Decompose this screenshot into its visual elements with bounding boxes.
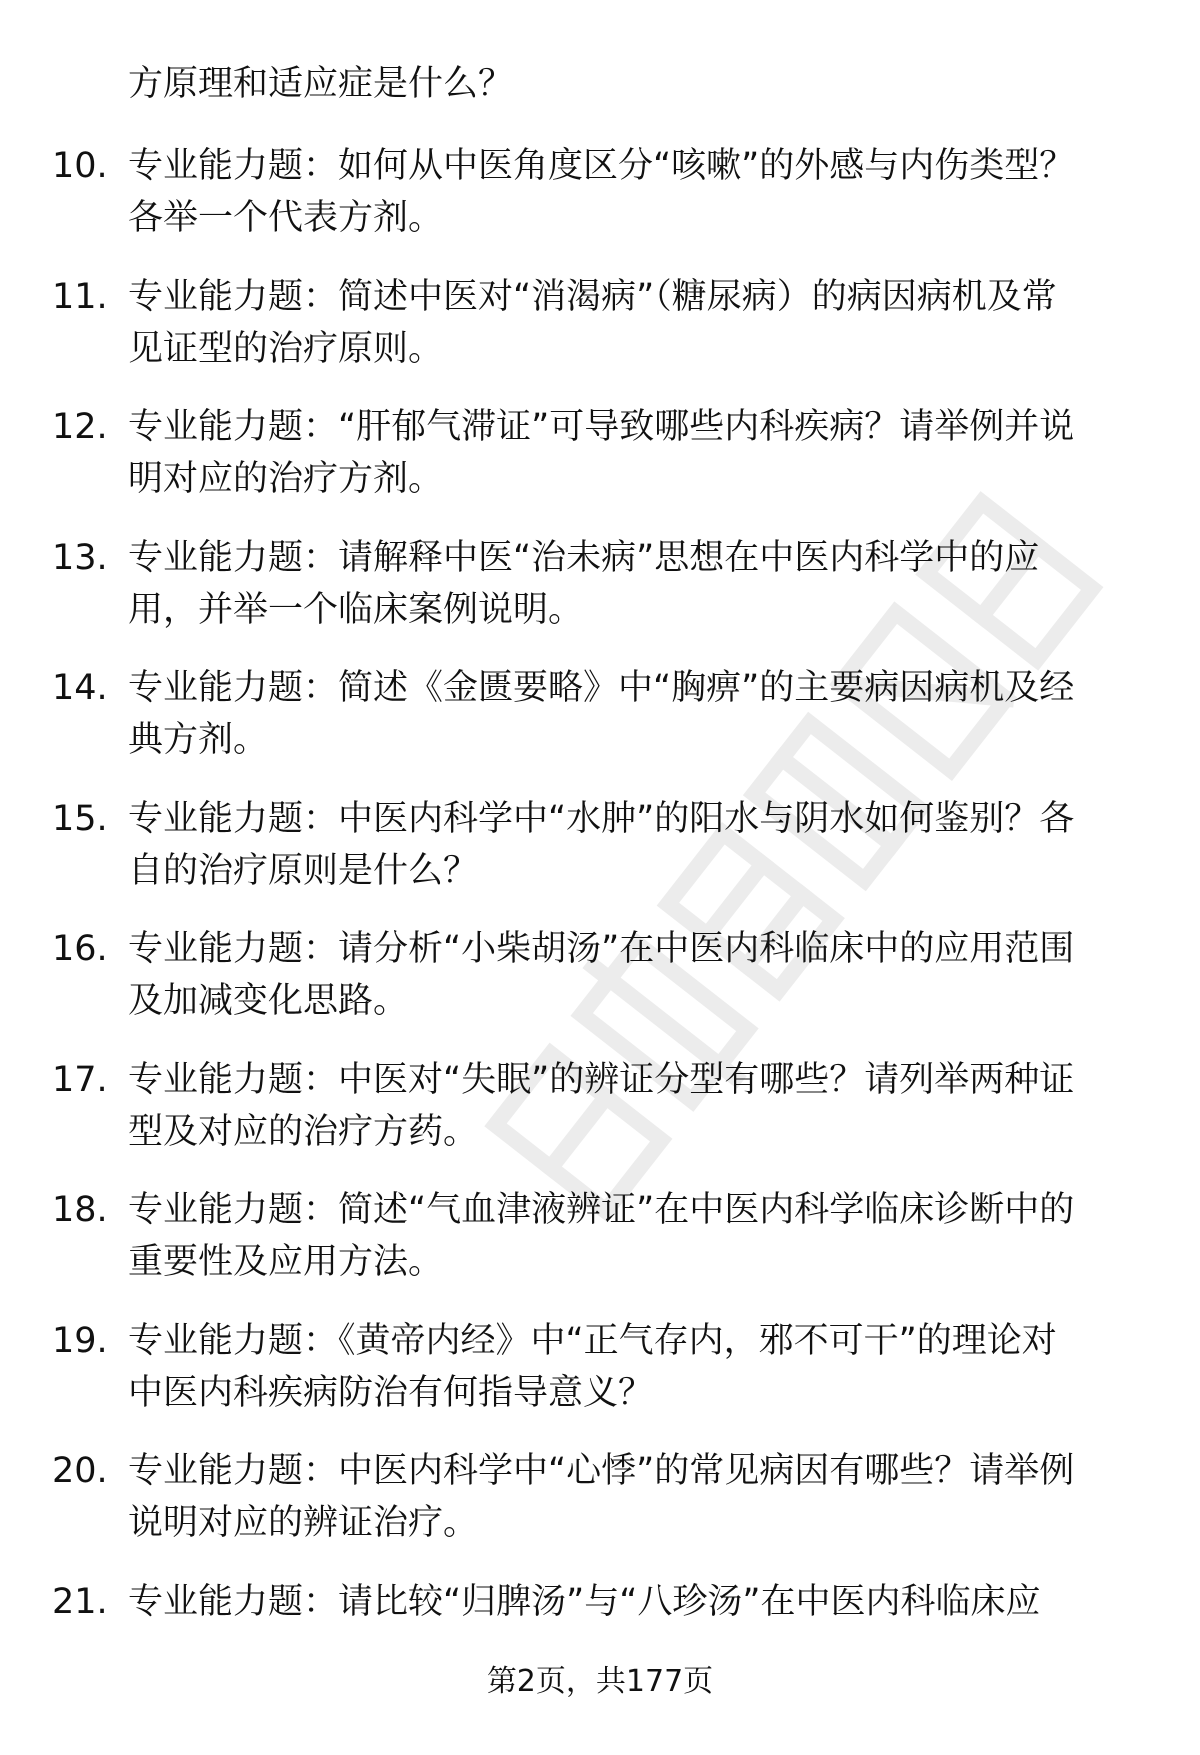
question-list [0,140,1200,1706]
question-line: 专业能力题：中医内科学中“水肿”的阳水与阴水如何鉴别？各 [128,798,1075,839]
question-line: 专业能力题：中医对“失眠”的辨证分型有哪些？请列举两种证 [128,1059,1075,1100]
question-line: 见证型的治疗原则。 [128,328,444,369]
question-item [0,140,1200,271]
question-text [128,401,1138,505]
question-line: 专业能力题：《黄帝内经》中“正气存内，邪不可干”的理论对 [128,1320,1057,1361]
question-number: 16. [52,929,108,969]
question-number: 12. [52,407,108,447]
question-item [0,1184,1200,1315]
question-line: 用，并举一个临床案例说明。 [128,589,584,630]
question-text [128,271,1138,375]
question-line: 专业能力题：如何从中医角度区分“咳嗽”的外感与内伤类型？ [128,146,1075,186]
question-line: 说明对应的辨证治疗。 [128,1503,479,1543]
question-number: 10. [52,146,108,186]
question-line: 专业能力题：简述《金匮要略》中“胸痹”的主要病因病机及经 [128,668,1075,708]
question-number: 11. [52,276,108,317]
question-line: 自的治疗原则是什么？ [128,850,479,891]
question-line: 专业能力题：简述“气血津液辨证”在中医内科学临床诊断中的 [128,1190,1075,1230]
question-text [128,1315,1138,1419]
question-text [128,793,1138,897]
page-number-footer: 第2页，共177页 [486,1664,714,1699]
question-item [0,401,1200,532]
question-number: 14. [52,668,108,708]
question-item [0,1054,1200,1185]
question-item [0,923,1200,1054]
question-item [0,532,1200,663]
question-line: 型及对应的治疗方药。 [128,1111,479,1152]
question-number: 21. [52,1581,108,1622]
question-number: 18. [52,1190,108,1230]
question-item [0,271,1200,402]
question-line: 重要性及应用方法。 [128,1242,444,1282]
question-number: 20. [52,1451,108,1491]
question-text [128,1054,1138,1158]
question-line: 专业能力题：请解释中医“治未病”思想在中医内科学中的应 [128,537,1040,578]
question-text [128,923,1138,1027]
question-number: 13. [52,537,108,578]
question-text [128,1445,1138,1549]
question-line: 典方剂。 [128,720,269,760]
question-line: 及加减变化思路。 [128,981,409,1021]
question-text [128,1184,1138,1288]
question-line: 明对应的治疗方剂。 [128,459,444,499]
question-item [0,1445,1200,1576]
question-line: 专业能力题：请分析“小柴胡汤”在中医内科临床中的应用范围 [128,929,1075,969]
question-item [0,1315,1200,1446]
question-line: 中医内科疾病防治有何指导意义？ [128,1372,654,1413]
question-item [0,662,1200,793]
question-text [128,1576,1138,1628]
question-number: 19. [52,1320,108,1361]
question-line: 专业能力题：中医内科学中“心悸”的常见病因有哪些？请举例 [128,1451,1075,1491]
question-text [128,532,1138,636]
question-line: 专业能力题：请比较“归脾汤”与“八珍汤”在中医内科临床应 [128,1581,1041,1622]
question-item [0,793,1200,924]
question-line: 专业能力题：“肝郁气滞证”可导致哪些内科疾病？请举例并说 [128,407,1075,447]
question-line: 各举一个代表方剂。 [128,198,444,238]
question-text [128,662,1138,766]
continued-question-text: 方原理和适应症是什么？ [128,64,514,104]
question-text [128,140,1138,244]
question-line: 专业能力题：简述中医对“消渴病”（糖尿病）的病因病机及常 [128,276,1057,317]
question-number: 15. [52,798,108,839]
question-number: 17. [52,1059,108,1100]
